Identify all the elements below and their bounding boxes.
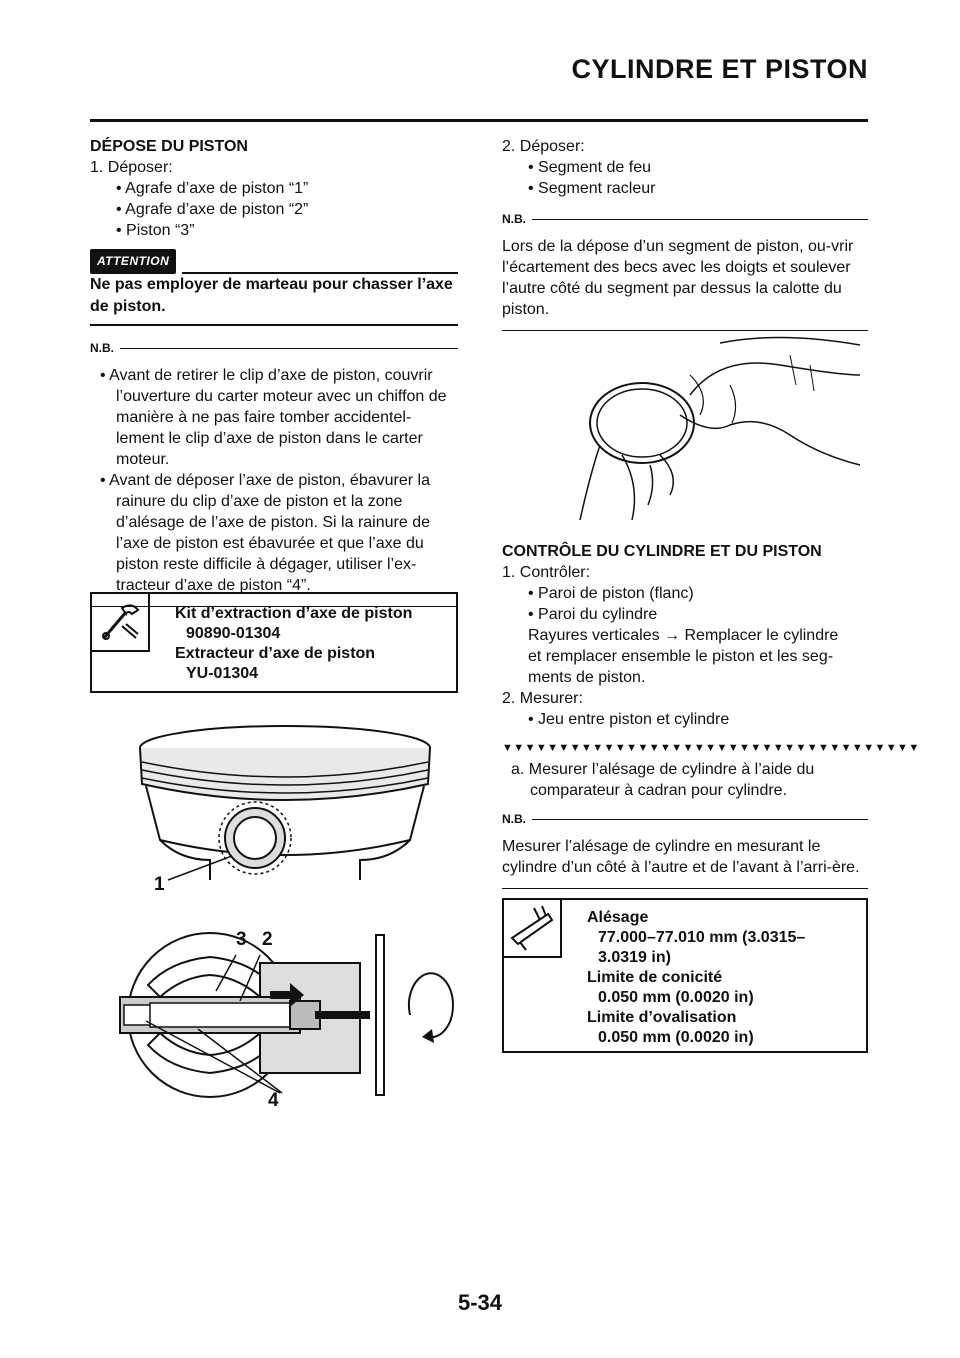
- spec-value: 3.0319 in): [598, 949, 671, 966]
- spec-name: Limite d’ovalisation: [587, 1009, 737, 1026]
- nb-label: N.B.: [90, 341, 114, 355]
- nb-label: N.B.: [502, 812, 526, 826]
- attention-rule: [90, 324, 458, 326]
- sub-step-a: a. Mesurer l’alésage de cylindre à l’aide du comparateur à cadran pour cylindre.: [511, 761, 815, 799]
- procedure-start-marker: ▼▼▼▼▼▼▼▼▼▼▼▼▼▼▼▼▼▼▼▼▼▼▼▼▼▼▼▼▼▼▼▼▼▼▼▼▼: [502, 742, 920, 754]
- tool-number: 90890-01304: [186, 625, 281, 642]
- step-remove: 1. Déposer:: [90, 159, 173, 176]
- list-item: • Paroi du cylindre: [528, 606, 658, 623]
- step-measure: 2. Mesurer:: [502, 690, 583, 707]
- check-note: et remplacer ensemble le piston et les seg-: [528, 648, 834, 665]
- step-check: 1. Contrôler:: [502, 564, 591, 581]
- measurement-spec-box: [502, 898, 868, 1053]
- caliper-icon: [504, 900, 562, 958]
- callout-2: 2: [262, 929, 273, 950]
- attention-text: Ne pas employer de marteau pour chasser l’axe de piston.: [90, 276, 453, 315]
- list-item: • Segment de feu: [528, 159, 652, 176]
- header-rule: [90, 119, 868, 122]
- attention-banner: [90, 249, 458, 274]
- nb-end-rule: [502, 330, 868, 331]
- piston-ring-removal-illustration: [560, 335, 870, 525]
- nb-header: [502, 209, 868, 230]
- spec-value: 77.000–77.010 mm (3.0315–: [598, 929, 806, 946]
- piston-illustration: [120, 720, 450, 900]
- check-note: Rayures verticales → Remplacer le cylindre: [528, 627, 839, 644]
- callout-3: 3: [236, 929, 247, 950]
- step-remove-rings: 2. Déposer:: [502, 138, 585, 155]
- left-column: [90, 136, 458, 607]
- list-item: • Segment racleur: [528, 180, 656, 197]
- list-item: • Agrafe d’axe de piston “2”: [116, 201, 309, 218]
- callout-4: 4: [268, 1090, 279, 1111]
- list-item: • Jeu entre piston et cylindre: [528, 711, 730, 728]
- tool-spec-box: [90, 592, 458, 693]
- nb-header: [90, 338, 458, 359]
- tool-name: Extracteur d’axe de piston: [175, 645, 376, 662]
- list-item: • Agrafe d’axe de piston “1”: [116, 180, 309, 197]
- tool-number: YU-01304: [186, 665, 259, 682]
- nb-bullet: • Avant de retirer le clip d’axe de piston, couvrir l’ouverture du carter moteur avec un chiffon de manière à ne pas faire tomber accidentel-lement le clip d’axe de piston dans le carter moteur.: [100, 367, 447, 468]
- nb-label: N.B.: [502, 212, 526, 226]
- callout-1: 1: [154, 874, 165, 895]
- page-number: 5-34: [457, 1290, 503, 1315]
- spec-name: Limite de conicité: [587, 969, 723, 986]
- nb-text: Lors de la dépose d’un segment de piston, ou-vrir l’écartement des becs avec les doigts et soulever l’autre côté du segment par dessus la calotte du piston.: [502, 238, 854, 318]
- nb-end-rule: [502, 888, 868, 889]
- attention-badge: ATTENTION: [90, 249, 176, 274]
- list-item: • Paroi de piston (flanc): [528, 585, 694, 602]
- check-note: ments de piston.: [528, 669, 646, 686]
- special-tool-icon: [92, 594, 150, 652]
- right-column-top: [502, 136, 868, 331]
- spec-name: Alésage: [587, 909, 649, 926]
- spec-value: 0.050 mm (0.0020 in): [598, 989, 754, 1006]
- tool-spec-text: [175, 604, 412, 684]
- section-heading-removal: DÉPOSE DU PISTON: [90, 138, 248, 155]
- nb-text: Mesurer l’alésage de cylindre en mesurant le cylindre d’un côté à l’autre et de l’avant à l’arri-ère.: [502, 838, 860, 876]
- spec-value: 0.050 mm (0.0020 in): [598, 1029, 754, 1046]
- right-column-bottom: [502, 541, 920, 889]
- measurement-spec-text: [587, 908, 805, 1048]
- section-heading-inspection: CONTRÔLE DU CYLINDRE ET DU PISTON: [502, 543, 822, 560]
- piston-pin-puller-illustration: [110, 925, 450, 1105]
- nb-bullet: • Avant de déposer l’axe de piston, ébavurer la rainure du clip d’axe de piston et la zone d’alésage de l’axe de piston. Si la rainure de l’axe de piston est ébavurée et que l’axe du piston reste difficile à dégager, utiliser l’ex-tracteur d’axe de piston “4”.: [100, 472, 430, 594]
- nb-header: [502, 809, 868, 830]
- list-item: • Piston “3”: [116, 222, 195, 239]
- page-title: CYLINDRE ET PISTON: [571, 54, 868, 84]
- tool-name: Kit d’extraction d’axe de piston: [175, 605, 413, 622]
